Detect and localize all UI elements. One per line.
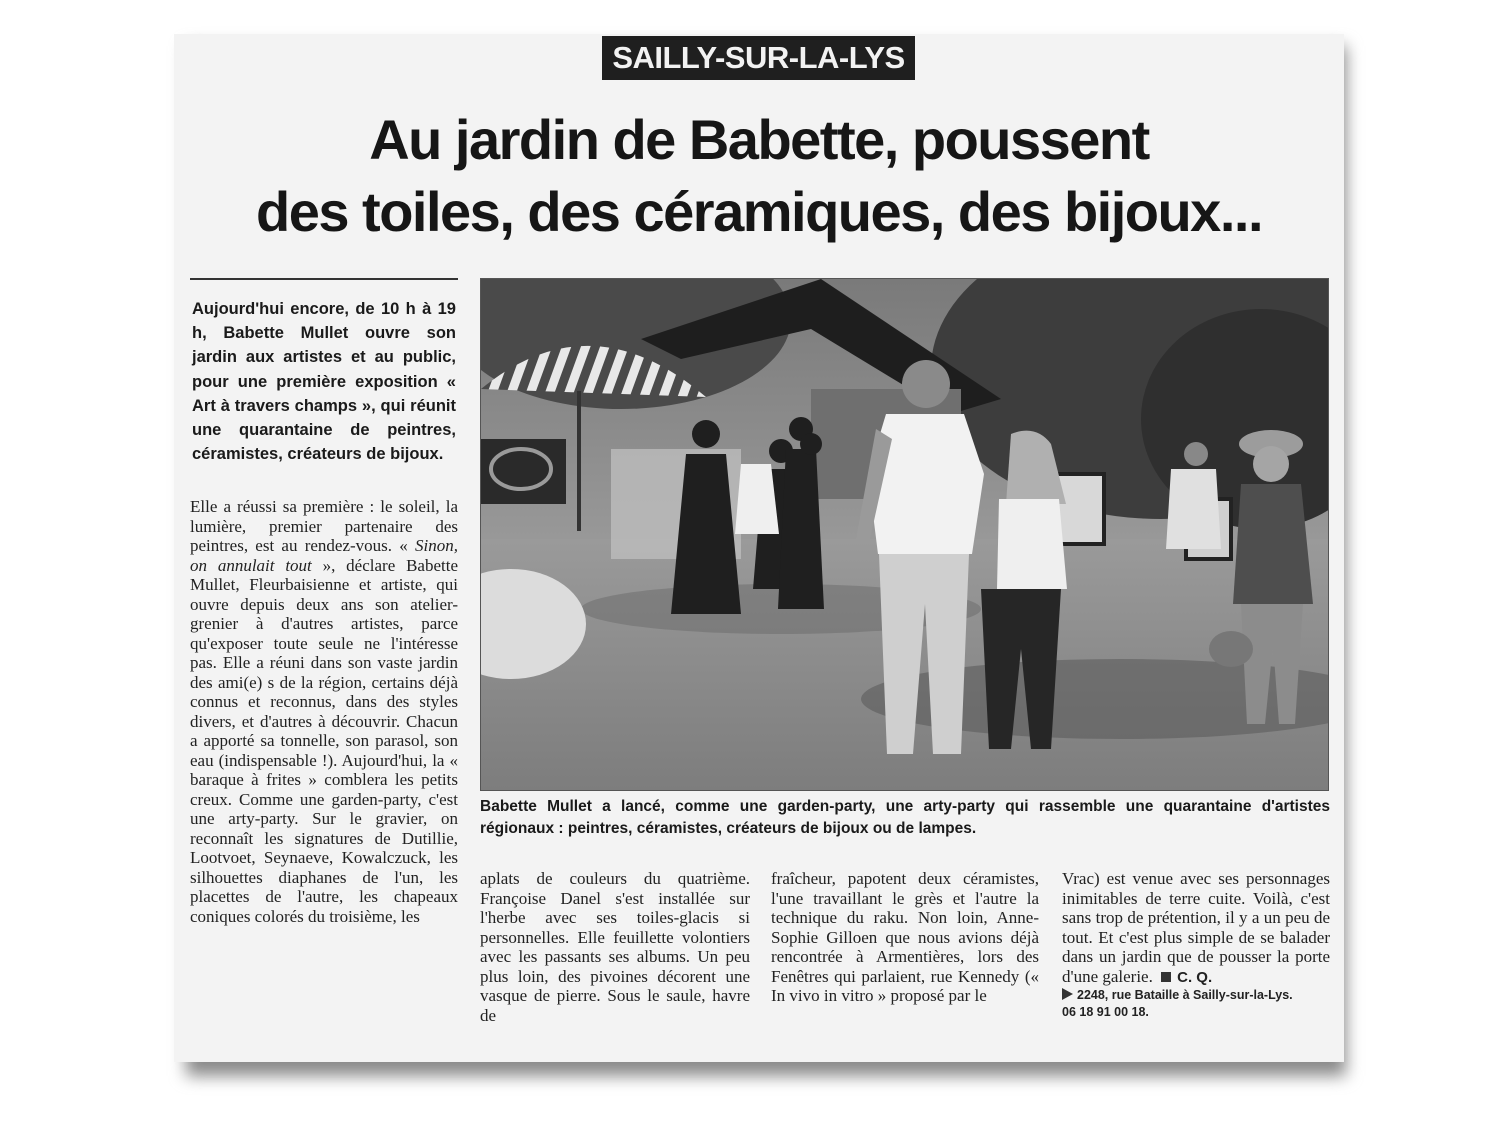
author-signature: C. Q. [1177, 968, 1213, 986]
headline-line-2: des toiles, des céramiques, des bijoux... [256, 180, 1262, 243]
lead-paragraph: Aujourd'hui encore, de 10 h à 19 h, Babette Mullet ouvre son jardin aux artistes et au public, pour une première exposition « Art à travers champs », qui réunit une quarantaine de peintres, céramistes, créateurs de bijoux. [192, 300, 456, 464]
address-block [1062, 987, 1330, 1021]
body-col4-text: Vrac) est venue avec ses personnages inimitables de terre cuite. Voilà, c'est sans trop de prétention, il y a un peu de tout. Et c'est plus simple de se balader dans un jardin que de pousser la porte d'une galerie. [1062, 869, 1330, 986]
body-col1-quote: Sinon, on annulait tout [190, 536, 458, 575]
body-col2-text: aplats de couleurs du quatrième. Françoise Danel s'est installée sur l'herbe avec ses toiles-glacis si personnelles. Elle feuillette volontiers avec les passants ses albums. Un peu plus loin, des pivoines décorent une vasque de pierre. Sous le saule, havre de [480, 869, 750, 1025]
body-column-1 [190, 497, 458, 1057]
photo-caption: Babette Mullet a lancé, comme une garden-party, une arty-party qui rassemble une quarantaine d'artistes régionaux : peintres, céramistes, créateurs de bijoux ou de lampes. [480, 798, 1330, 837]
garden-party-photo [480, 278, 1329, 791]
body-col1-text-a: Elle a réussi sa première : le soleil, la lumière, premier partenaire des peintres, est au rendez-vous. « [190, 497, 458, 555]
body-column-3 [771, 869, 1039, 1059]
address-line-1: 2248, rue Bataille à Sailly-sur-la-Lys. [1077, 988, 1293, 1002]
end-square-icon [1161, 972, 1171, 982]
body-col3-text: fraîcheur, papotent deux céramistes, l'une travaillant le grès et l'autre la technique du raku. Non loin, Anne-Sophie Gilloen que nous avions déjà rencontrée à Armentières, lors des Fenêtres qui parlaient, rue Kennedy (« In vivo in vitro » proposé par le [771, 869, 1039, 1005]
location-kicker: SAILLY-SUR-LA-LYS [602, 36, 915, 80]
address-line-2: 06 18 91 00 18. [1062, 1005, 1149, 1019]
newspaper-clipping [174, 34, 1344, 1062]
headline-line-1: Au jardin de Babette, poussent [369, 108, 1149, 171]
body-col1-text-b: », déclare Babette Mullet, Fleurbaisienne et artiste, qui ouvre depuis deux ans son atelier-grenier à d'autres artistes, parce qu'exposer toute seule ne l'intéresse pas. Elle a réuni dans son vaste jardin des ami(e) s de la région, certains déjà connus et reconnus, dans des styles divers, et d'autres à découvrir. Chacun a apporté sa tonnelle, son parasol, son eau (indispensable !). Aujourd'hui, la « baraque à frites » comblera les petits creux. Comme une garden-party, c'est une arty-party. Sur le gravier, on reconnaît les signatures de Dutillie, Lootvoet, Seynaeve, Kowalczuck, les silhouettes diaphanes de l'un, les placettes de l'autre, les chapeaux coniques colorés du troisième, les [190, 555, 458, 926]
body-column-4 [1062, 869, 1330, 1059]
body-column-2 [480, 869, 750, 1059]
triangle-pointer-icon [1062, 988, 1073, 1000]
headline [174, 104, 1344, 248]
lead-rule [190, 278, 458, 280]
